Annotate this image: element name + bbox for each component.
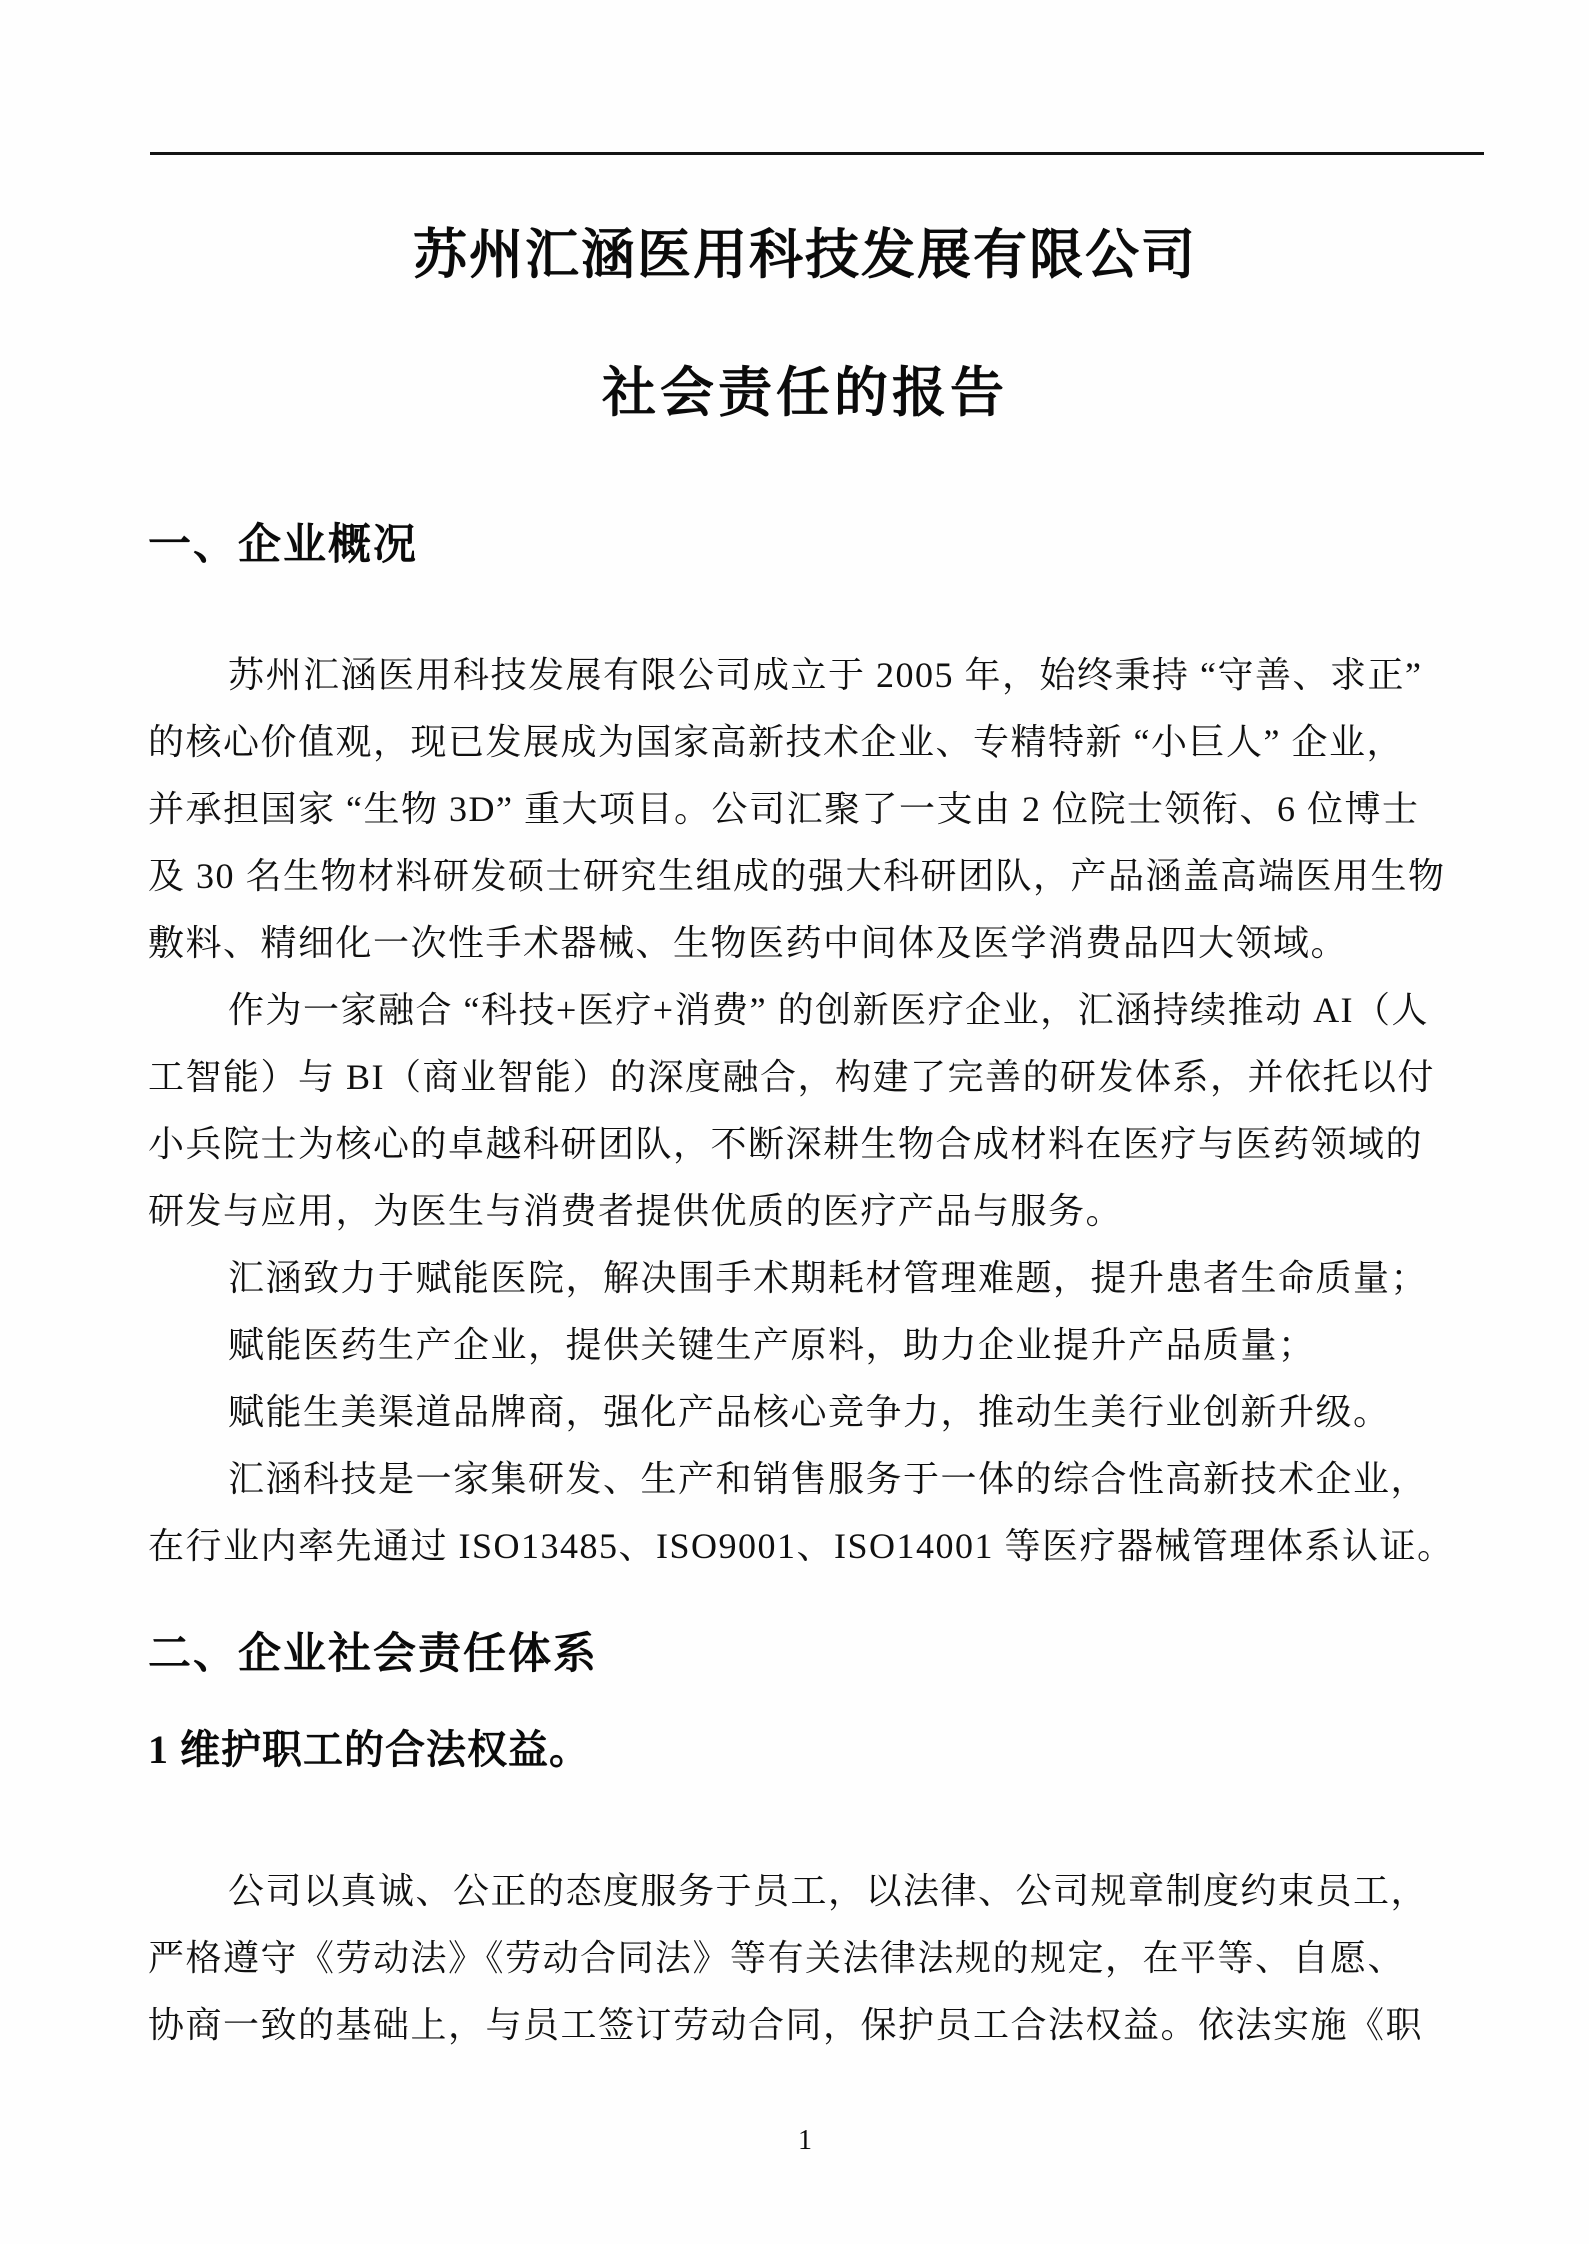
- page-number: 1: [798, 2124, 812, 2156]
- paragraph-line: 工智能）与 BI（商业智能）的深度融合，构建了完善的研发体系，并依托以付: [148, 1057, 1436, 1098]
- paragraph-line: 赋能医药生产企业，提供关键生产原料，助力企业提升产品质量；: [228, 1325, 1316, 1366]
- paragraph-line: 的核心价值观，现已发展成为国家高新技术企业、专精特新 “小巨人” 企业，: [148, 722, 1404, 763]
- paragraph-employee-rights: [148, 1858, 1462, 2059]
- paragraph-line: 及 30 名生物材料研发硕士研究生组成的强大科研团队，产品涵盖高端医用生物: [148, 856, 1446, 897]
- paragraph-line: 严格遵守《劳动法》《劳动合同法》等有关法律法规的规定，在平等、自愿、: [148, 1937, 1406, 1978]
- paragraph-line: 并承担国家 “生物 3D” 重大项目。公司汇聚了一支由 2 位院士领衔、6 位博士: [148, 789, 1420, 830]
- page-content: [148, 0, 1462, 2157]
- paragraph-line: 小兵院士为核心的卓越科研团队，不断深耕生物合成材料在医疗与医药领域的: [148, 1124, 1424, 1165]
- paragraph-line: 在行业内率先通过 ISO13485、ISO9001、ISO14001 等医疗器械管理体系认证。: [148, 1526, 1455, 1567]
- paragraph-company-overview-1: [148, 642, 1462, 977]
- paragraph-line: 汇涵致力于赋能医院，解决围手术期耗材管理难题，提升患者生命质量；: [228, 1258, 1429, 1299]
- paragraph-line: 敷料、精细化一次性手术器械、生物医药中间体及医学消费品四大领域。: [148, 923, 1349, 964]
- paragraph-line: 作为一家融合 “科技+医疗+消费” 的创新医疗企业，汇涵持续推动 AI（人: [228, 990, 1430, 1031]
- paragraph-certifications: [148, 1446, 1462, 1580]
- paragraph-line: 赋能生美渠道品牌商，强化产品核心竞争力，推动生美行业创新升级。: [228, 1392, 1391, 1433]
- paragraph-line: 研发与应用，为医生与消费者提供优质的医疗产品与服务。: [148, 1191, 1124, 1232]
- section-heading-company-overview: 一、企业概况: [148, 522, 418, 569]
- subsection-heading-employee-rights: 1 维护职工的合法权益。: [148, 1726, 590, 1772]
- document-title: 苏州汇涵医用科技发展有限公司: [413, 225, 1197, 285]
- section-heading-csr-system: 二、企业社会责任体系: [148, 1631, 598, 1679]
- paragraph-company-overview-2: [148, 977, 1462, 1245]
- paragraph-empowerment-list: [148, 1245, 1462, 1446]
- paragraph-line: 汇涵科技是一家集研发、生产和销售服务于一体的综合性高新技术企业，: [228, 1459, 1429, 1500]
- paragraph-line: 协商一致的基础上，与员工签订劳动合同，保护员工合法权益。依法实施《职: [148, 2004, 1424, 2045]
- paragraph-line: 苏州汇涵医用科技发展有限公司成立于 2005 年，始终秉持 “守善、求正”: [228, 655, 1423, 696]
- document-subtitle: 社会责任的报告: [602, 362, 1008, 423]
- paragraph-line: 公司以真诚、公正的态度服务于员工，以法律、公司规章制度约束员工，: [228, 1870, 1429, 1911]
